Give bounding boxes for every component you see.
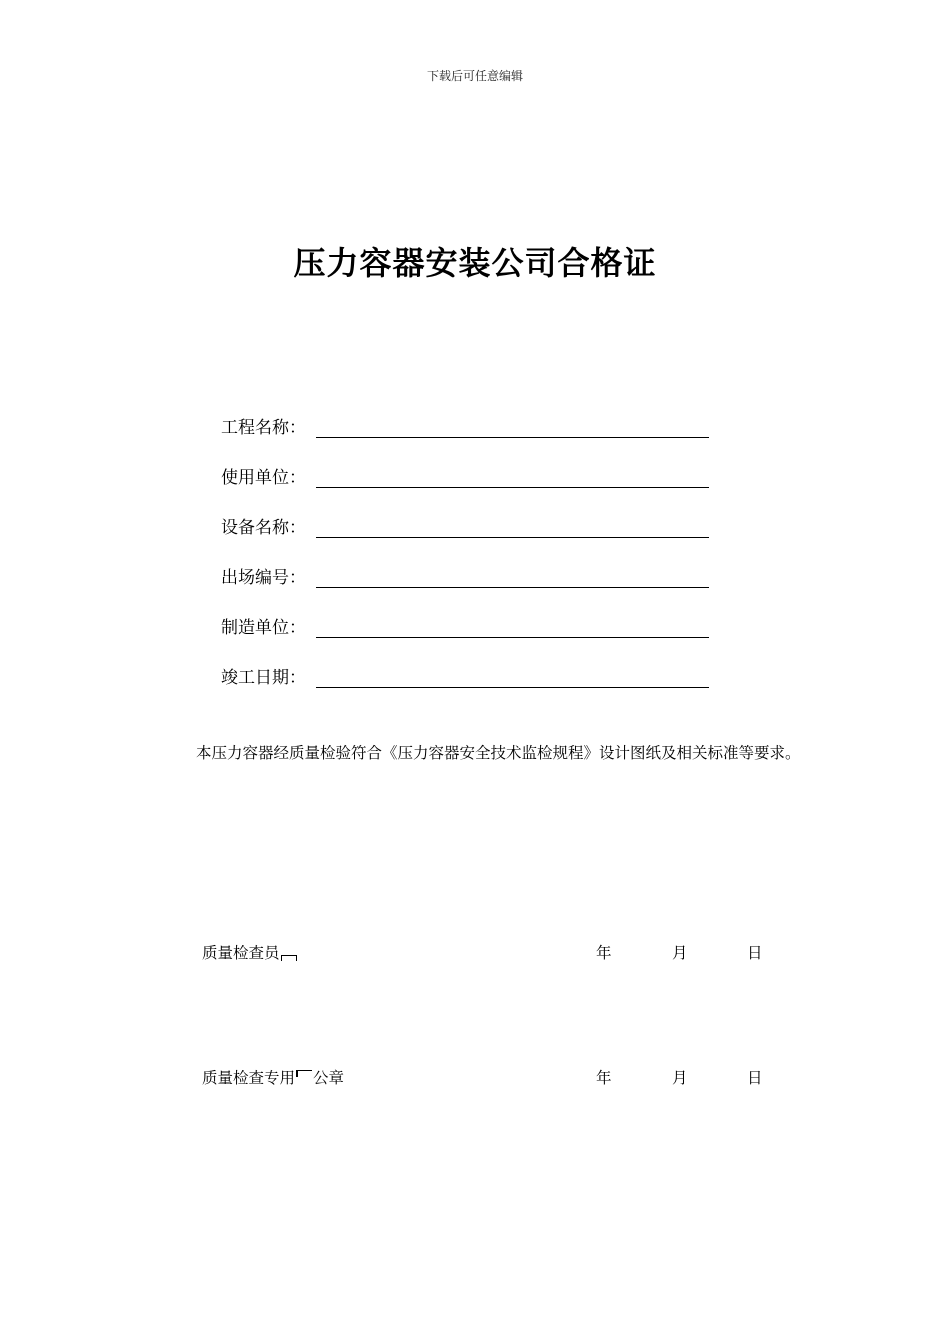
date-month: 月 <box>672 1069 688 1087</box>
inspector-signature-row <box>0 941 950 965</box>
field-manufacturer <box>221 615 711 665</box>
field-label: 出场编号： <box>221 568 306 588</box>
signature-box-mark <box>281 955 297 961</box>
inspector-label <box>202 941 297 963</box>
date-year: 年 <box>596 1069 612 1087</box>
field-label: 竣工日期： <box>221 668 306 688</box>
date-day: 日 <box>747 1069 763 1087</box>
field-completion-date <box>221 665 711 715</box>
field-project-name <box>221 415 711 465</box>
seal-label-prefix: 质量检查专用 <box>202 1069 296 1087</box>
field-label: 制造单位： <box>221 618 306 638</box>
fill-in-line <box>316 687 709 688</box>
seal-signature-row <box>0 1066 950 1090</box>
date-day: 日 <box>747 944 763 962</box>
field-serial-number <box>221 565 711 615</box>
fill-in-line <box>316 637 709 638</box>
field-user-unit <box>221 465 711 515</box>
field-equipment-name <box>221 515 711 565</box>
field-label: 工程名称： <box>221 418 306 438</box>
inspector-label-text: 质量检查员 <box>202 944 280 962</box>
field-label: 设备名称： <box>221 518 306 538</box>
form-fields <box>221 415 711 715</box>
header-note: 下载后可任意编辑 <box>426 69 523 83</box>
document-title: 压力容器安装公司合格证 <box>293 244 657 282</box>
compliance-statement: 本压力容器经质量检验符合《压力容器安全技术监检规程》设计图纸及相关标准等要求。 <box>196 744 801 762</box>
seal-corner-mark <box>296 1070 312 1077</box>
fill-in-line <box>316 437 709 438</box>
field-label: 使用单位： <box>221 468 306 488</box>
date-year: 年 <box>596 944 612 962</box>
date-month: 月 <box>672 944 688 962</box>
fill-in-line <box>316 487 709 488</box>
seal-label <box>202 1066 344 1088</box>
fill-in-line <box>316 537 709 538</box>
seal-label-suffix: 公章 <box>313 1069 345 1087</box>
fill-in-line <box>316 587 709 588</box>
